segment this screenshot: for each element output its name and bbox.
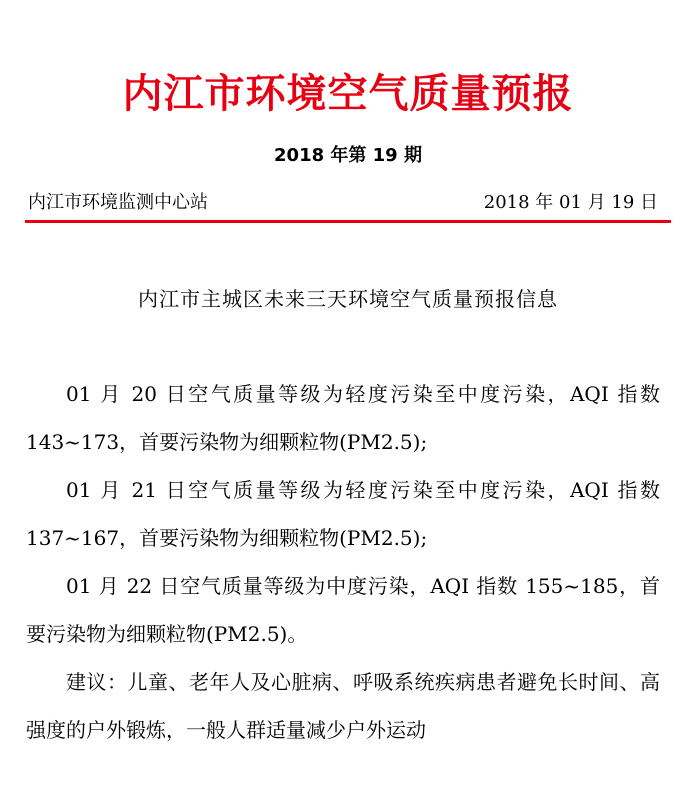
header-divider xyxy=(25,220,671,223)
issue-date: 2018 年 01 月 19 日 xyxy=(483,192,658,213)
issue-number: 2018 年第 19 期 xyxy=(274,145,422,166)
document-title: 内江市环境空气质量预报 xyxy=(122,70,574,117)
health-advice: 建议：儿童、老年人及心脏病、呼吸系统疾病患者避免长时间、高强度的户外锻炼，一般人群适量减少户外运动 xyxy=(26,670,660,742)
forecast-day-2: 01 月 21 日空气质量等级为轻度污染至中度污染，AQI 指数 137~167，首要污染物为细颗粒物(PM2.5); xyxy=(26,478,660,550)
forecast-day-1: 01 月 20 日空气质量等级为轻度污染至中度污染，AQI 指数 143~173，首要污染物为细颗粒物(PM2.5); xyxy=(26,382,660,454)
issuing-organization: 内江市环境监测中心站 xyxy=(28,192,208,213)
section-subtitle: 内江市主城区未来三天环境空气质量预报信息 xyxy=(138,287,558,311)
forecast-body xyxy=(26,370,660,754)
forecast-day-3: 01 月 22 日空气质量等级为中度污染，AQI 指数 155~185，首要污染物为细颗粒物(PM2.5)。 xyxy=(26,574,660,646)
